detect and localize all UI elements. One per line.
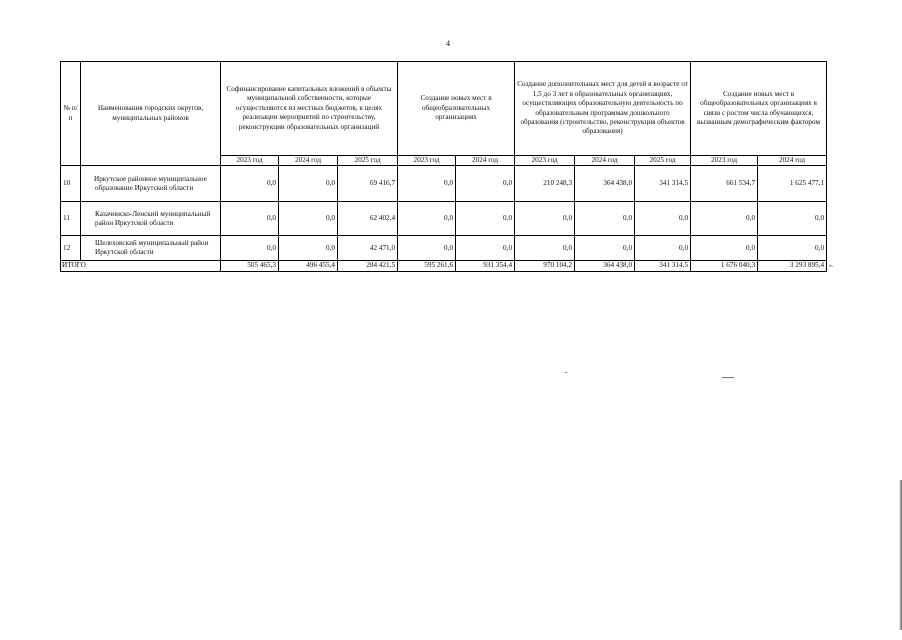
header-group-cofinancing-label: Софинансирование капитальных вложений в объекты муниципальной собственности, которые осуществляются из местных бюджетов, в целях реализации мероприятий по строительству, реконструкции образовательных организаций xyxy=(226,85,392,131)
scan-speck xyxy=(565,372,567,373)
total-value: 496 455,4 xyxy=(279,261,338,271)
year-cell: 2024 год xyxy=(758,156,827,166)
row-value: 0,0 xyxy=(398,166,456,202)
total-label: ИТОГО xyxy=(61,261,221,271)
row-name: Шелеховский муниципальный район Иркутской области xyxy=(81,236,221,261)
page-number: 4 xyxy=(446,39,450,48)
row-value: 0,0 xyxy=(279,236,338,261)
year-cell: 2023 год xyxy=(398,156,456,166)
year-cell: 2023 год xyxy=(515,156,575,166)
row-number: 11 xyxy=(61,202,81,236)
total-value: 970 104,2 xyxy=(515,261,575,271)
row-value: 42 471,0 xyxy=(338,236,398,261)
total-value: 284 421,5 xyxy=(338,261,398,271)
row-value: 0,0 xyxy=(456,236,515,261)
row-value: 210 248,3 xyxy=(515,166,575,202)
row-name: Иркутское районное муниципальное образование Иркутской области xyxy=(81,166,221,202)
row-value: 62 402,4 xyxy=(338,202,398,236)
row-number: 12 xyxy=(61,236,81,261)
funding-table xyxy=(60,61,827,272)
header-row xyxy=(61,62,827,156)
row-value: 0,0 xyxy=(635,236,691,261)
header-group-cofinancing xyxy=(221,62,398,156)
header-num-cell xyxy=(61,62,81,166)
row-name: Казачинско-Ленский муниципальный район Иркутской области xyxy=(81,202,221,236)
row-value: 0,0 xyxy=(456,166,515,202)
row-value: 0,0 xyxy=(221,236,279,261)
row-value: 0,0 xyxy=(221,166,279,202)
total-value: 1 676 040,3 xyxy=(691,261,758,271)
row-value: 341 314,5 xyxy=(635,166,691,202)
header-group-new-places-label: Создание новых мест в общеобразовательных организациях xyxy=(420,94,492,122)
header-num-label: № п/п xyxy=(63,104,78,122)
table-row xyxy=(61,166,827,202)
total-value: 364 438,0 xyxy=(575,261,635,271)
row-value: 0,0 xyxy=(635,202,691,236)
row-value: 0,0 xyxy=(758,202,827,236)
row-value: 1 625 477,1 xyxy=(758,166,827,202)
row-value: 0,0 xyxy=(691,236,758,261)
total-value: 341 314,5 xyxy=(635,261,691,271)
header-group-new-places xyxy=(398,62,515,156)
year-cell: 2025 год xyxy=(635,156,691,166)
scan-speck xyxy=(722,377,734,378)
row-value: 0,0 xyxy=(398,236,456,261)
table-row xyxy=(61,236,827,261)
row-number: 10 xyxy=(61,166,81,202)
row-value: 0,0 xyxy=(398,202,456,236)
header-group-preschool xyxy=(515,62,691,156)
header-group-preschool-label: Создание дополнительных мест для детей в возрасте от 1,5 до 3 лет в образовательных организациях, осуществляющих образовательную деятельность по образовательным программам дошкольного образования (строительство, реконструкция объектов образования) xyxy=(517,80,688,136)
total-value: 931 354,4 xyxy=(456,261,515,271)
row-value: 0,0 xyxy=(575,202,635,236)
row-value: 661 534,7 xyxy=(691,166,758,202)
row-value: 0,0 xyxy=(279,202,338,236)
row-value: 0,0 xyxy=(456,202,515,236)
row-value: 364 438,0 xyxy=(575,166,635,202)
year-cell: 2025 год xyxy=(338,156,398,166)
row-value: 0,0 xyxy=(691,202,758,236)
row-value: 0,0 xyxy=(279,166,338,202)
total-value: 3 293 895,4 xyxy=(758,261,827,271)
row-value: 69 416,7 xyxy=(338,166,398,202)
total-value: 595 261,6 xyxy=(398,261,456,271)
total-value: 505 465,3 xyxy=(221,261,279,271)
header-name-cell xyxy=(81,62,221,166)
year-cell: 2024 год xyxy=(456,156,515,166)
header-group-demographic xyxy=(691,62,827,156)
row-value: 0,0 xyxy=(575,236,635,261)
year-cell: 2023 год xyxy=(691,156,758,166)
closing-quote-mark: ». xyxy=(829,263,834,269)
table-row xyxy=(61,202,827,236)
row-value: 0,0 xyxy=(515,236,575,261)
year-cell: 2024 год xyxy=(575,156,635,166)
total-row xyxy=(61,261,827,271)
year-cell: 2023 год xyxy=(221,156,279,166)
row-value: 0,0 xyxy=(221,202,279,236)
header-group-demographic-label: Создание новых мест в общеобразовательных организациях в связи с ростом числа обучающихся, вызванным демографическим фактором xyxy=(697,89,821,126)
row-value: 0,0 xyxy=(515,202,575,236)
header-name-label: Наименования городских округов, муниципальных районов xyxy=(97,104,204,122)
year-cell: 2024 год xyxy=(279,156,338,166)
row-value: 0,0 xyxy=(758,236,827,261)
